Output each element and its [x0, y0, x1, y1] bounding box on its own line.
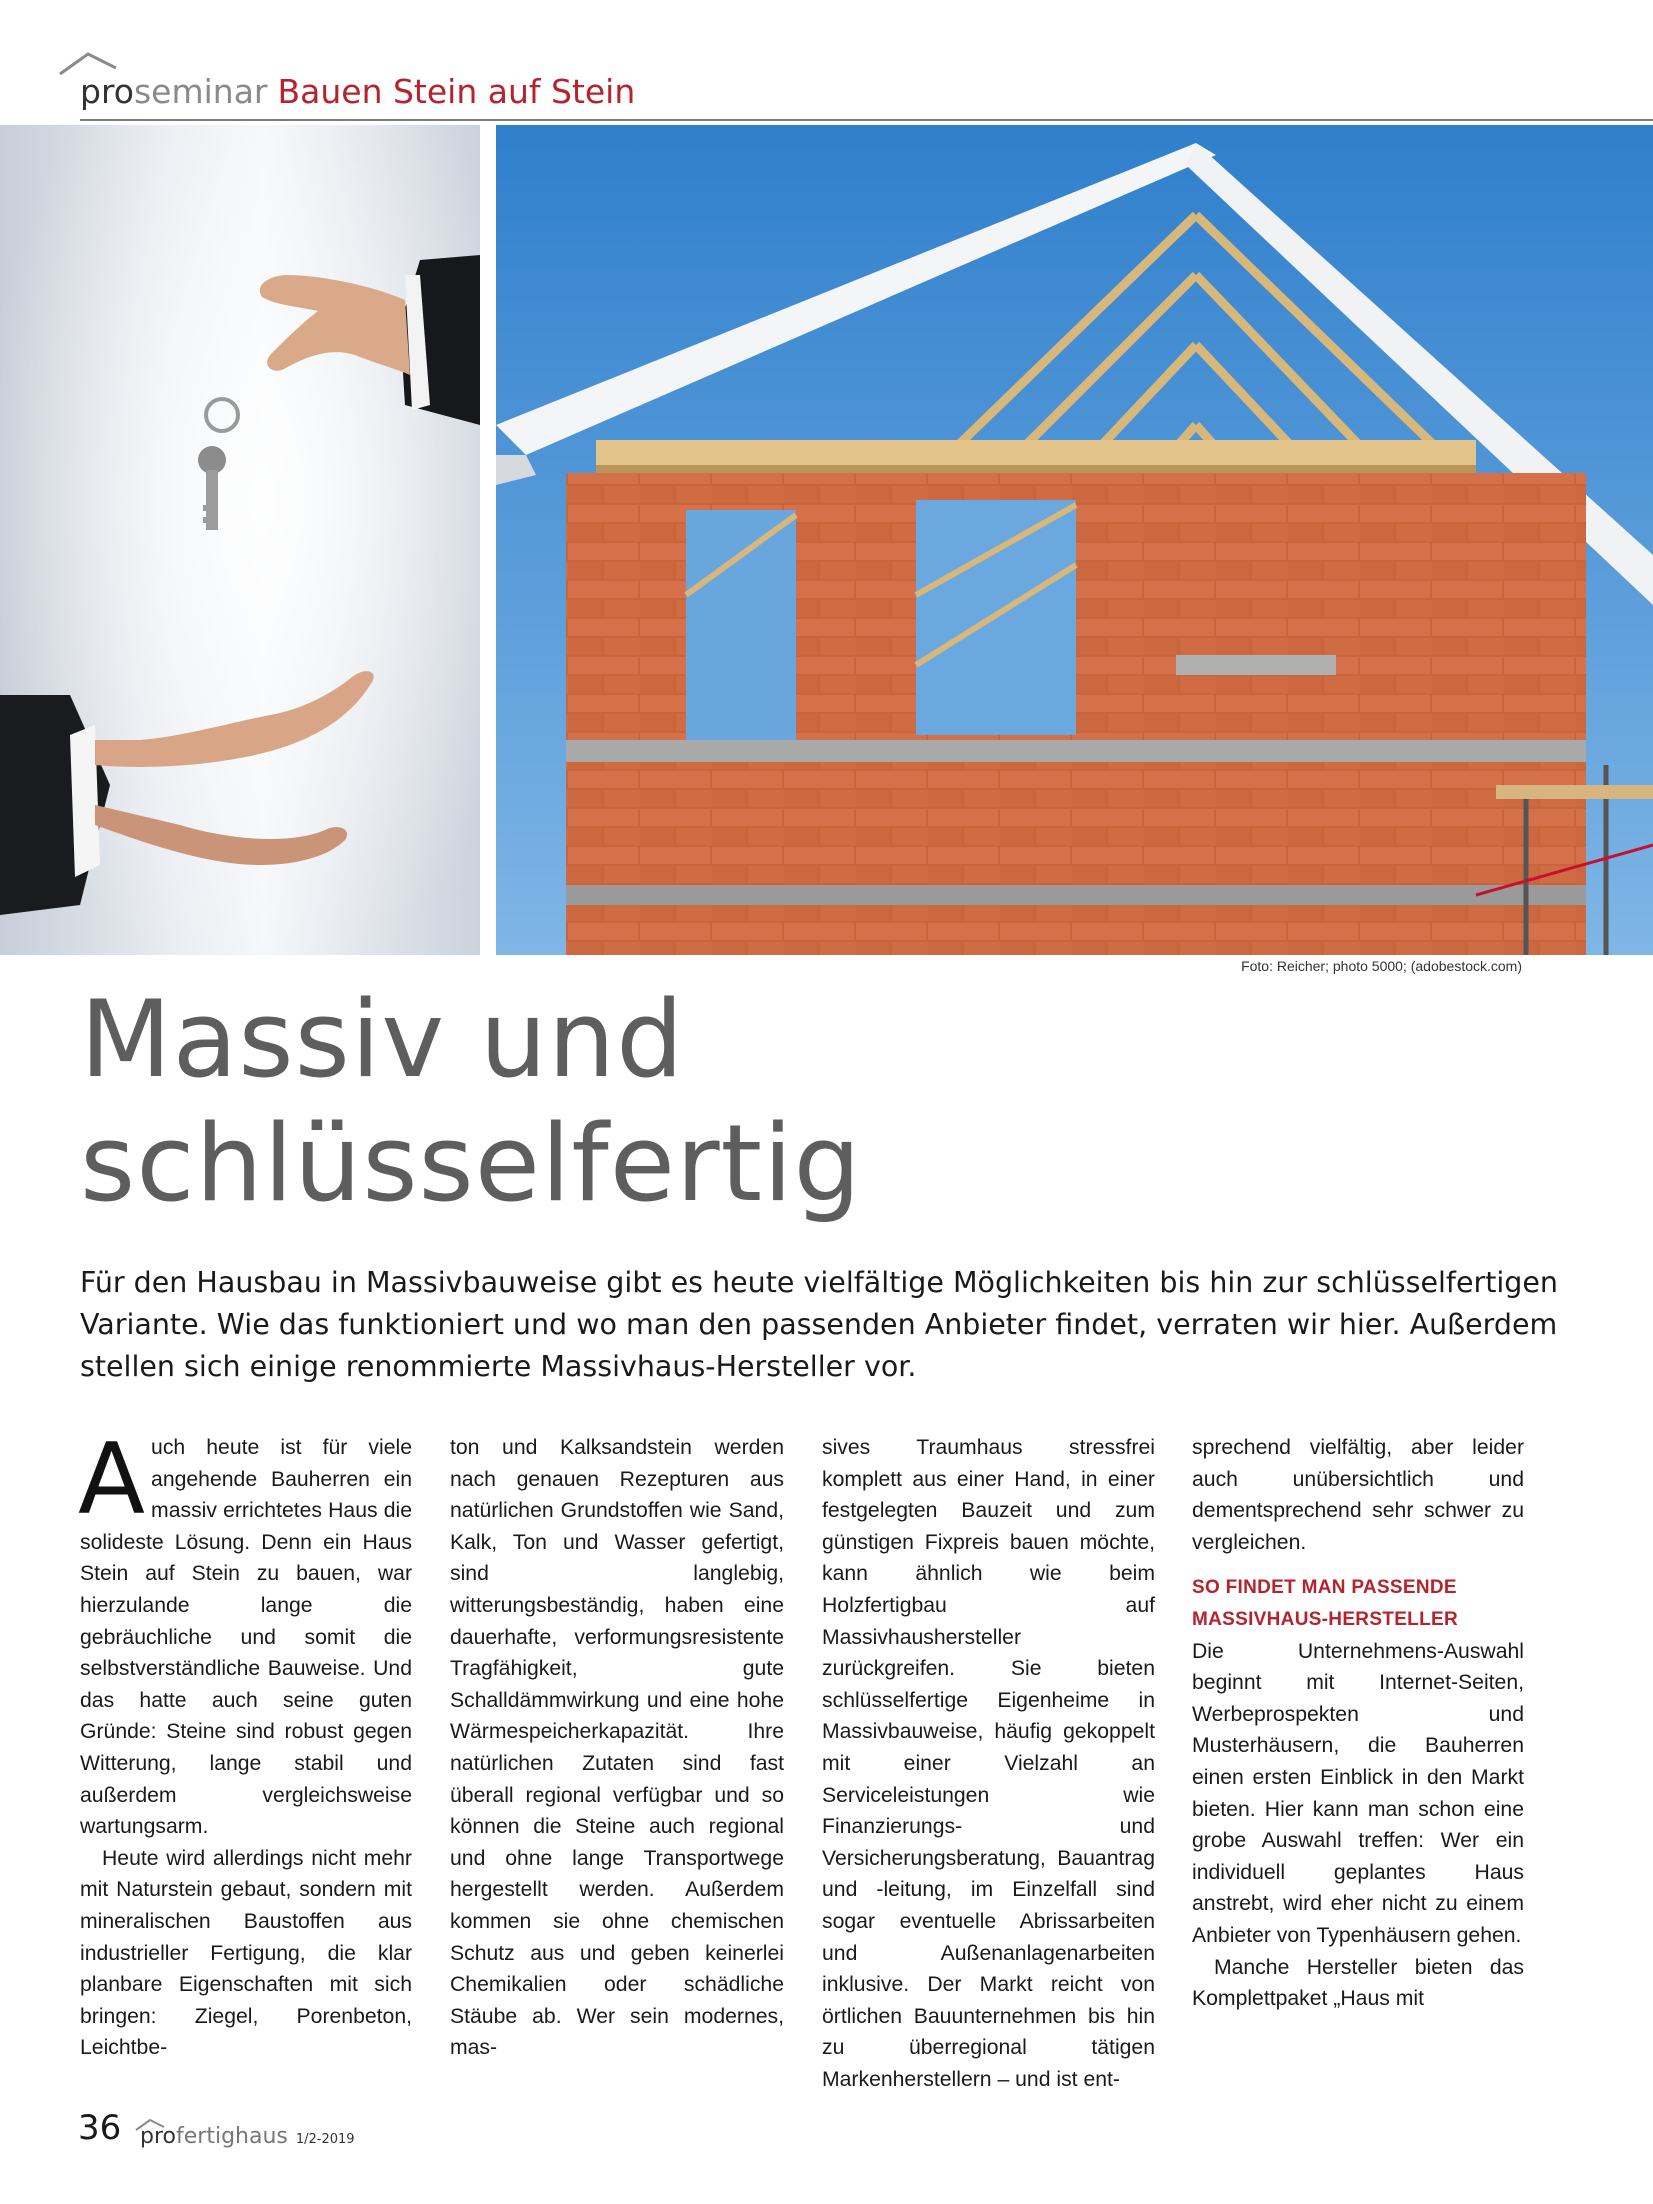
subheading [1192, 1572, 1524, 1635]
text-column-3 [822, 1432, 1155, 2095]
paragraph-text: uch heute ist für viele angehende Bauherren ein massiv errichtetes Haus die solideste Lösung. Denn ein Haus Stein auf Stein zu bauen, war hierzulande lange die gebräuchliche und somit die selbstverständliche Bauweise. Und das hatte auch seine guten Gründe: Steine sind robust gegen Witterung, lange stabil und außerdem vergleichsweise wartungsarm. [80, 1436, 412, 1839]
subheading-line-1: SO FINDET MAN PASSENDE [1192, 1577, 1457, 1599]
article-title [80, 978, 1280, 1226]
paragraph: Heute wird allerdings nicht mehr mit Naturstein gebaut, sondern mit mineralischen Baustoffen aus industrieller Fertigung, die klar planbare Eigenschaften mit sich bringen: Ziegel, Porenbeton, Leichtbe- [80, 1846, 412, 2060]
section-topic: Bauen Stein auf Stein [277, 72, 636, 111]
photo-brick-house [496, 125, 1653, 955]
brand-seminar: seminar [133, 72, 268, 111]
footer-brand-pro: pro [140, 2124, 176, 2149]
section-header [80, 72, 635, 112]
photo-credit: Foto: Reicher; photo 5000; (adobestock.com) [1241, 958, 1522, 974]
title-line-1: Massiv und [80, 978, 685, 1101]
text-column-1 [78, 1423, 412, 2064]
paragraph [78, 1423, 412, 1843]
brick-house-illustration [496, 125, 1653, 955]
photo-key-handover [0, 125, 480, 955]
page-header [0, 0, 1653, 124]
header-rule [80, 119, 1653, 121]
article-lead: Für den Hausbau in Massivbauweise gibt es heute vielfältige Möglichkeiten bis hin zur schlüsselfertigen Variante. Wie das funktioniert und wo man den passenden Anbieter findet, verraten wir hier. Außerdem stellen sich einige renommierte Massivhaus-Hersteller vor. [80, 1266, 1558, 1383]
text-column-2 [450, 1432, 784, 2064]
drop-cap: A [78, 1423, 146, 1537]
page-number: 36 [78, 2108, 122, 2148]
title-line-2: schlüsselfertig [80, 1102, 862, 1225]
brand-pro: pro [80, 72, 134, 111]
paragraph: sives Traumhaus stressfrei komplett aus einer Hand, in einer festgelegten Bauzeit und zum günstigen Fixpreis bauen möchte, kann ähnlich wie beim Holzfertigbau auf Massivhaushersteller zurückgreifen. Sie bieten schlüsselfertige Eigenheime in Massivbauweise, häufig gekoppelt mit einer Vielzahl an Serviceleistungen wie Finanzierungs- und Versicherungsberatung, Bauantrag und -leitung, im Einzelfall sind sogar eventuelle Abrissarbeiten und Außenanlagenarbeiten inklusive. Der Markt reicht von örtlichen Bauunternehmen bis hin zu überregional tätigen Markenherstellern – und ist ent- [822, 1436, 1155, 2091]
paragraph: sprechend vielfältig, aber leider auch unübersichtlich und dementsprechend sehr schwer zu vergleichen. [1192, 1436, 1524, 1554]
subheading-line-2: MASSIVHAUS-HERSTELLER [1192, 1608, 1458, 1630]
paragraph: Die Unternehmens-Auswahl beginnt mit Internet-Seiten, Werbeprospekten und Musterhäusern, die Bauherren einen ersten Einblick in den Markt bieten. Hier kann man schon eine grobe Auswahl treffen: Wer ein individuell geplantes Haus anstrebt, wird eher nicht zu einem Anbieter von Typenhäusern gehen. [1192, 1639, 1524, 1947]
issue-number: 1/2-2019 [295, 2132, 355, 2147]
paragraph: ton und Kalksandstein werden nach genauen Rezepturen aus natürlichen Grundstoffen wie Sand, Kalk, Ton und Wasser gefertigt, sind langlebig, witterungsbeständig, haben eine dauerhafte, verformungsresistente Tragfähigkeit, gute Schalldämmwirkung und eine hohe Wärmespeicherkapazität. Ihre natürlichen Zutaten sind fast überall regional verfügbar und so können die Steine auch regional und ohne lange Transportwege hergestellt werden. Außerdem kommen sie ohne chemischen Schutz aus und geben keinerlei Chemikalien oder schädliche Stäube ab. Wer sein modernes, mas- [450, 1436, 784, 2060]
text-column-4 [1192, 1432, 1524, 2015]
paragraph: Manche Hersteller bieten das Komplettpaket „Haus mit [1192, 1955, 1524, 2011]
footer-brand-name: fertighaus [176, 2124, 288, 2149]
key-handover-illustration [0, 125, 480, 955]
footer-brand [140, 2124, 355, 2149]
